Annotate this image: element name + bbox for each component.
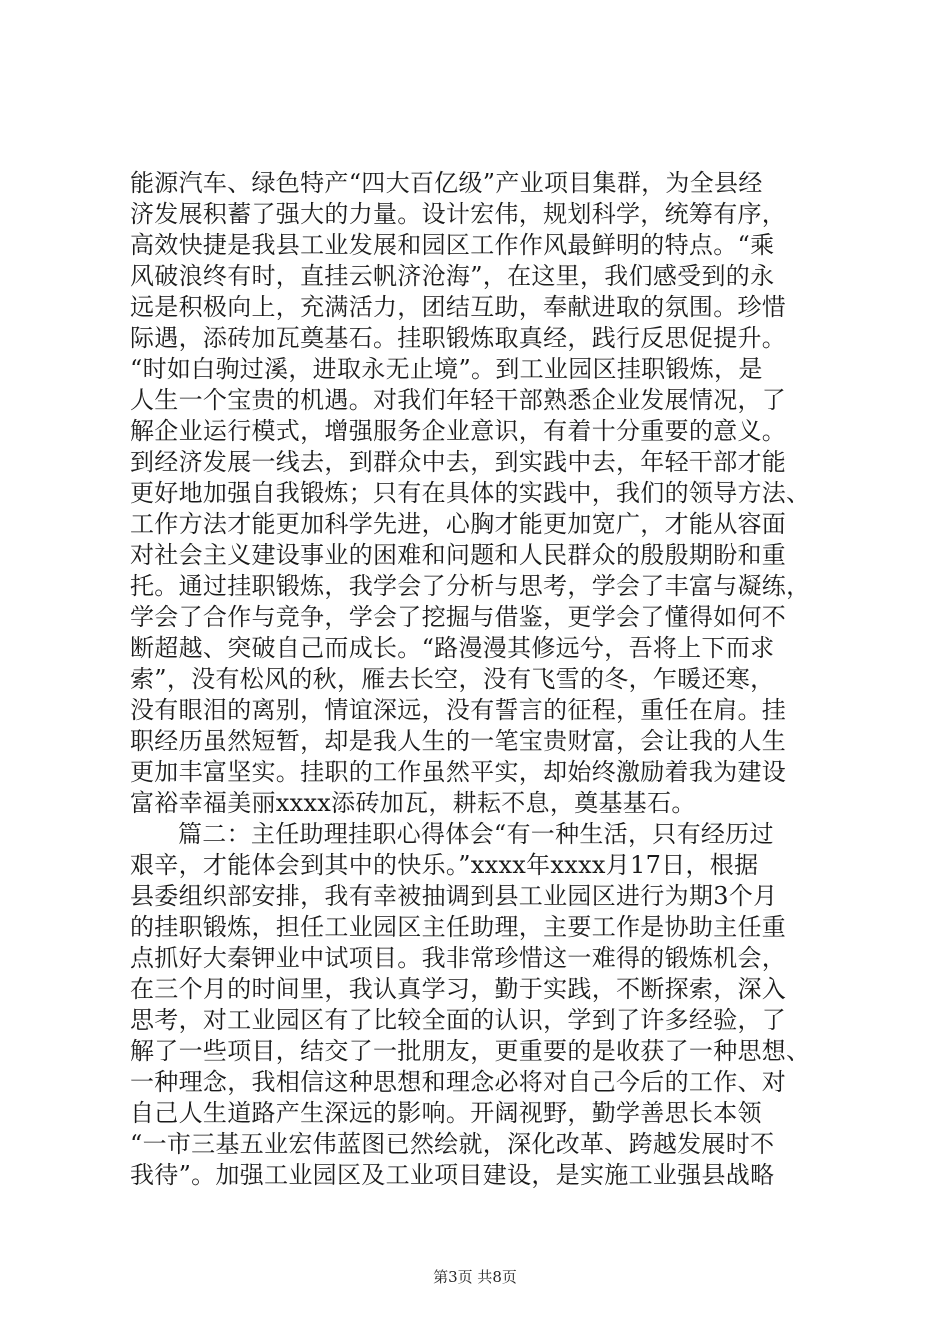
text-line: 济发展积蓄了强大的力量。设计宏伟，规划科学，统筹有序， <box>130 200 787 228</box>
text-line: 对社会主义建设事业的困难和问题和人民群众的殷殷期盼和重 <box>130 541 787 569</box>
text-line: 到经济发展一线去，到群众中去，到实践中去，年轻干部才能 <box>130 448 787 476</box>
text-line: 我待”。加强工业园区及工业项目建设，是实施工业强县战略 <box>130 1161 775 1189</box>
text-line: 际遇，添砖加瓦奠基石。挂职锻炼取真经，践行反思促提升。 <box>130 324 787 352</box>
text-line: 在三个月的时间里，我认真学习，勤于实践，不断探索，深入 <box>130 975 787 1003</box>
text-line: 远是积极向上，充满活力，团结互助，奉献进取的氛围。珍惜 <box>130 293 787 321</box>
text-line: 点抓好大秦钾业中试项目。我非常珍惜这一难得的锻炼机会， <box>130 944 787 972</box>
text-line: 职经历虽然短暂，却是我人生的一笔宝贵财富，会让我的人生 <box>130 727 787 755</box>
text-line: 人生一个宝贵的机遇。对我们年轻干部熟悉企业发展情况，了 <box>130 386 787 414</box>
text-line: 更加丰富坚实。挂职的工作虽然平实，却始终激励着我为建设 <box>130 758 787 786</box>
text-line: 解了一些项目，结交了一批朋友，更重要的是收获了一种思想、 <box>130 1037 811 1065</box>
text-line: 自己人生道路产生深远的影响。开阔视野，勤学善思长本领 <box>130 1099 762 1127</box>
text-line: 能源汽车、绿色特产“四大百亿级”产业项目集群，为全县经 <box>130 169 763 197</box>
page-number-footer: 第3页 共8页 <box>433 1268 517 1286</box>
text-line: 工作方法才能更加科学先进，心胸才能更加宽广，才能从容面 <box>130 510 787 538</box>
text-line: 富裕幸福美丽xxxx添砖加瓦，耕耘不息，奠基基石。 <box>130 789 696 817</box>
text-line: 县委组织部安排，我有幸被抽调到县工业园区进行为期3个月 <box>130 882 778 910</box>
text-line: 更好地加强自我锻炼；只有在具体的实践中，我们的领导方法、 <box>130 479 811 507</box>
text-line: 艰辛，才能体会到其中的快乐。”xxxx年xxxx月17日，根据 <box>130 851 759 879</box>
text-line: 断超越、突破自己而成长。“路漫漫其修远兮，吾将上下而求 <box>130 634 775 662</box>
text-line: 的挂职锻炼，担任工业园区主任助理，主要工作是协助主任重 <box>130 913 787 941</box>
text-line: 风破浪终有时，直挂云帆济沧海”，在这里，我们感受到的永 <box>130 262 775 290</box>
text-line: 索”，没有松风的秋，雁去长空，没有飞雪的冬，乍暖还寒， <box>130 665 775 693</box>
text-line: 思考，对工业园区有了比较全面的认识，学到了许多经验，了 <box>130 1006 787 1034</box>
text-line: 学会了合作与竞争，学会了挖掘与借鉴，更学会了懂得如何不 <box>130 603 787 631</box>
text-line: 高效快捷是我县工业发展和园区工作作风最鲜明的特点。“乘 <box>130 231 775 259</box>
body-text <box>130 168 830 1191</box>
text-line: 托。通过挂职锻炼，我学会了分析与思考，学会了丰富与凝练， <box>130 572 811 600</box>
text-line: “一市三基五业宏伟蓝图已然绘就，深化改革、跨越发展时不 <box>130 1130 775 1158</box>
text-line: 没有眼泪的离别，情谊深远，没有誓言的征程，重任在肩。挂 <box>130 696 787 724</box>
section-heading-line: 篇二：主任助理挂职心得体会“有一种生活，只有经历过 <box>178 820 774 848</box>
text-line: 一种理念，我相信这种思想和理念必将对自己今后的工作、对 <box>130 1068 787 1096</box>
text-line: 解企业运行模式，增强服务企业意识，有着十分重要的意义。 <box>130 417 787 445</box>
text-line: “时如白驹过溪，进取永无止境”。到工业园区挂职锻炼，是 <box>130 355 763 383</box>
